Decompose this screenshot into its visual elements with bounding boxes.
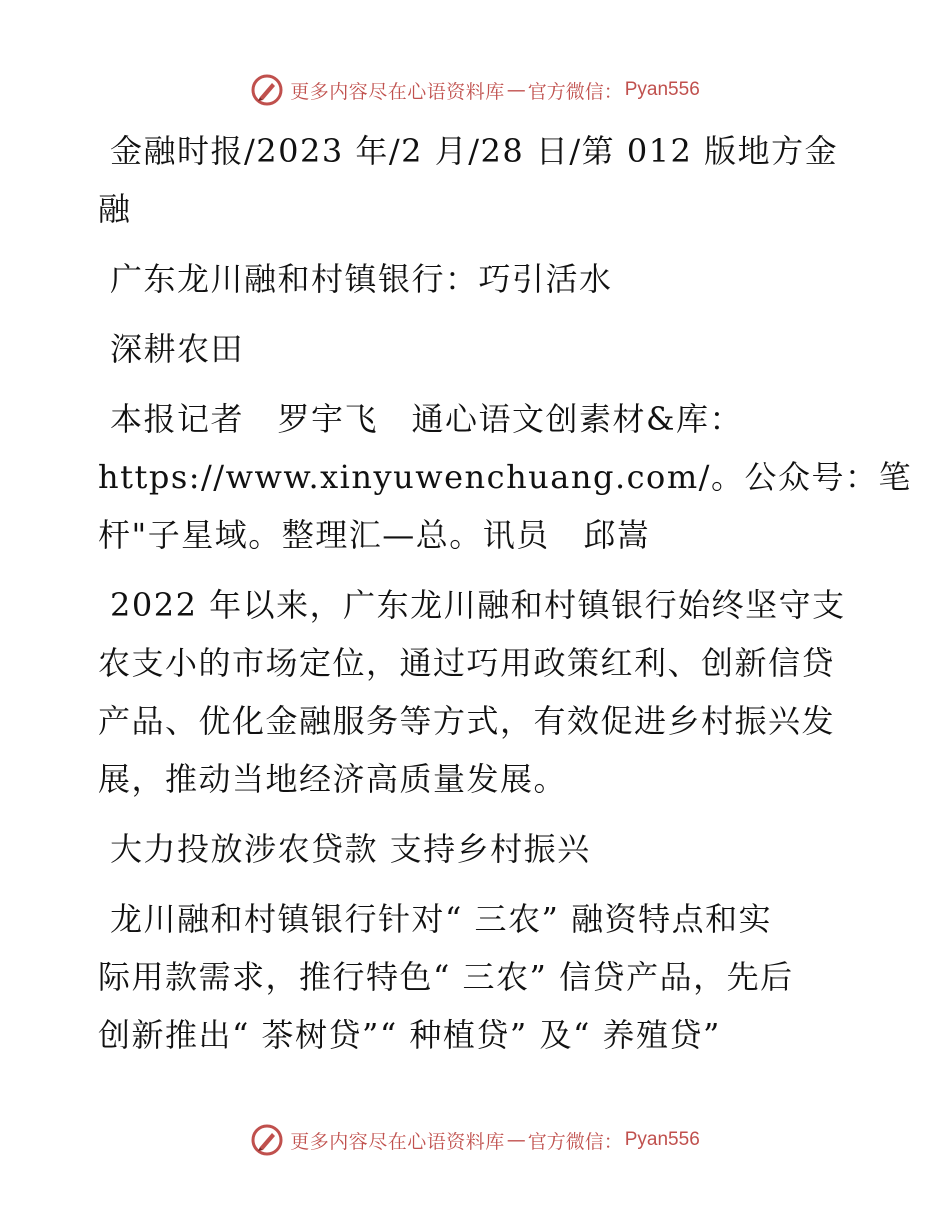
banner-sub: 官方微信： [527, 80, 623, 103]
body-line: 际用款需求，推行特色“ 三农” 信贷产品，先后 [98, 958, 794, 996]
article-title-cont [98, 320, 858, 378]
byline-line: 杆"子星域。整理汇—总。讯员 邱嵩 [98, 516, 651, 554]
source-line: 金融时报/2023 年/2 月/28 日/第 012 版地方金 [110, 132, 839, 170]
pen-logo-icon [250, 73, 284, 107]
article-body [98, 890, 858, 1064]
banner-dash: — [506, 1129, 526, 1151]
title-line: 广东龙川融和村镇银行：巧引活水 [110, 260, 613, 298]
footer-watermark-banner [0, 1120, 950, 1160]
title-line: 深耕农田 [110, 330, 245, 368]
source-line: 融 [98, 190, 132, 228]
intro-line: 产品、优化金融服务等方式，有效促进乡村振兴发 [98, 702, 836, 740]
byline-line: 本报记者 罗宇飞 通心语文创素材&库： [110, 400, 743, 438]
banner-text: 更多内容尽在心语资料库 [290, 1130, 505, 1153]
banner-handle: Pyan556 [624, 1129, 700, 1150]
byline-line: https://www.xinyuwenchuang.com/。公众号：笔 [98, 458, 912, 496]
article-intro [98, 576, 858, 808]
banner-handle: Pyan556 [624, 79, 700, 100]
body-line: 龙川融和村镇银行针对“ 三农” 融资特点和实 [110, 900, 773, 938]
banner-text: 更多内容尽在心语资料库 [290, 80, 505, 103]
header-watermark-banner [0, 70, 950, 110]
article-title [98, 250, 858, 308]
intro-line: 展，推动当地经济高质量发展。 [98, 760, 568, 798]
body-line: 创新推出“ 茶树贷”“ 种植贷” 及“ 养殖贷” [98, 1016, 721, 1054]
intro-line: 2022 年以来，广东龙川融和村镇银行始终坚守支 [110, 586, 846, 624]
article-source [98, 122, 858, 238]
subheading-line: 大力投放涉农贷款 支持乡村振兴 [110, 830, 591, 868]
article-content [98, 122, 912, 1076]
banner-dash: — [506, 79, 526, 101]
article-byline [98, 390, 912, 564]
intro-line: 农支小的市场定位，通过巧用政策红利、创新信贷 [98, 644, 836, 682]
banner-sub: 官方微信： [527, 1130, 623, 1153]
pen-logo-icon [250, 1123, 284, 1157]
article-subheading [98, 820, 858, 878]
